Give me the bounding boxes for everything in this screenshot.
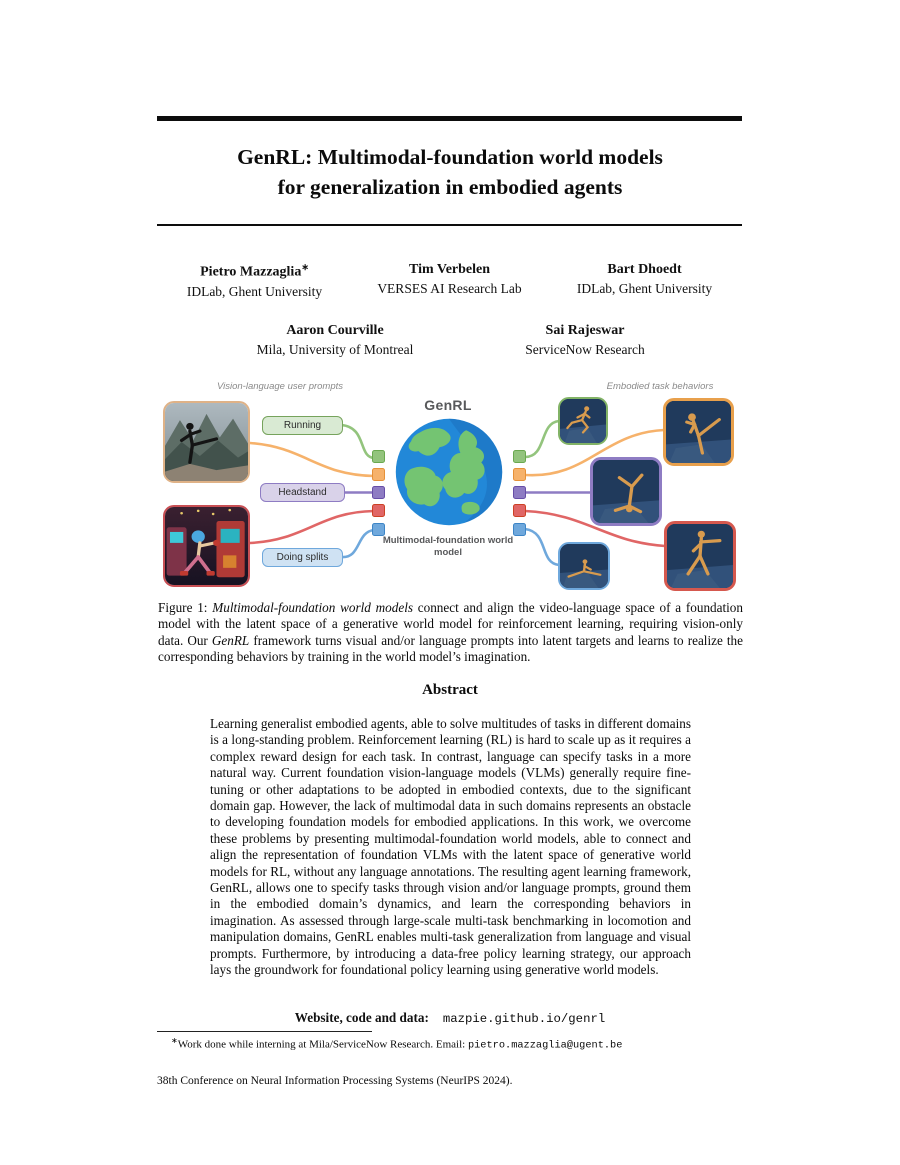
behavior-tile-punch xyxy=(664,521,736,591)
abstract-heading: Abstract xyxy=(422,682,478,698)
globe-icon xyxy=(392,415,506,529)
figure-center-title: GenRL xyxy=(424,397,472,413)
website-label: Website, code and data: xyxy=(294,1010,429,1025)
page-title xyxy=(150,142,750,202)
title-top-rule xyxy=(157,116,742,121)
connector-square-red-left xyxy=(372,504,385,517)
caption-prefix: Figure 1: xyxy=(158,600,213,615)
behavior-tile-kick xyxy=(663,398,734,466)
author-footnote-marker: ∗ xyxy=(301,262,309,272)
website-line xyxy=(150,1010,750,1026)
behaviors-group-label: Embodied task behaviors xyxy=(606,381,714,392)
prompt-label: Running xyxy=(283,420,322,431)
title-line-2: for generalization in embodied agents xyxy=(277,175,623,199)
karate-kick-scene xyxy=(165,403,248,481)
connector-square-green-left xyxy=(372,450,385,463)
connector-square-orange-left xyxy=(372,468,385,481)
visual-prompt-arcade-image xyxy=(163,505,250,587)
punching-figure-icon xyxy=(667,524,733,588)
connector-square-purple-left xyxy=(372,486,385,499)
running-figure-icon xyxy=(560,399,606,443)
prompt-label: Doing splits xyxy=(276,552,329,563)
author-name: Aaron Courville xyxy=(286,323,384,338)
headstand-figure-icon xyxy=(593,460,659,523)
website-url-link[interactable]: mazpie.github.io/genrl xyxy=(442,1012,606,1026)
title-line-1: GenRL: Multimodal-foundation world models xyxy=(237,145,663,169)
behavior-tile-doing-splits xyxy=(558,542,610,590)
connector-square-red-right xyxy=(513,504,526,517)
figure-1 xyxy=(155,383,745,595)
author-aaron-courville xyxy=(225,323,445,358)
title-bottom-rule xyxy=(157,224,742,226)
author-affiliation: IDLab, Ghent University xyxy=(576,281,713,296)
footnote-text: Work done while interning at Mila/ServiceNow Research. Email: xyxy=(177,1038,468,1051)
caption-text-2: framework turns visual and/or language prompts into latent targets and learns to realize the corresponding behaviors by training in the world model’s imagination. xyxy=(158,632,743,665)
figure-1-caption xyxy=(158,600,743,666)
visual-prompt-karate-image xyxy=(163,401,250,483)
author-bart-dhoedt xyxy=(547,262,742,300)
arcade-fighter-scene xyxy=(165,507,248,585)
kicking-figure-icon xyxy=(666,401,731,463)
author-affiliation: IDLab, Ghent University xyxy=(186,283,323,299)
footnote-marker: ∗ xyxy=(171,1036,178,1045)
author-affiliation: ServiceNow Research xyxy=(525,342,645,357)
language-prompt-running xyxy=(262,416,343,435)
author-affiliation: Mila, University of Montreal xyxy=(256,342,414,357)
connector-square-green-right xyxy=(513,450,526,463)
authors-row-1 xyxy=(157,262,742,300)
author-pietro-mazzaglia xyxy=(157,262,352,300)
footnote xyxy=(157,1036,747,1052)
connector-square-orange-right xyxy=(513,468,526,481)
author-name: Sai Rajeswar xyxy=(545,323,625,338)
author-name: Tim Verbelen xyxy=(408,262,491,277)
behavior-tile-headstand xyxy=(590,457,662,526)
behavior-tile-running xyxy=(558,397,608,445)
author-name: Bart Dhoedt xyxy=(607,262,682,277)
author-affiliation: VERSES AI Research Lab xyxy=(377,281,522,296)
footnote-rule xyxy=(157,1031,372,1032)
connector-square-purple-right xyxy=(513,486,526,499)
author-sai-rajeswar xyxy=(475,323,695,358)
language-prompt-doing-splits xyxy=(262,548,343,567)
footnote-email-link[interactable]: pietro.mazzaglia@ugent.be xyxy=(467,1039,623,1052)
caption-text-1: connect and align the video-language space of a foundation model with the latent space of a generative world model for reinforcement learning, requiring vision-only data. Our xyxy=(158,600,743,648)
caption-genrl-term: GenRL xyxy=(211,632,250,648)
author-tim-verbelen xyxy=(352,262,547,300)
conference-footer: 38th Conference on Neural Information Processing Systems (NeurIPS 2024). xyxy=(157,1075,513,1087)
author-name: Pietro Mazzaglia xyxy=(200,264,302,280)
figure-center-caption: Multimodal-foundation world model xyxy=(382,535,514,558)
caption-italic-term: Multimodal-foundation world models xyxy=(212,600,413,615)
splits-figure-icon xyxy=(560,544,608,588)
abstract-text: Learning generalist embodied agents, able to solve multitudes of tasks in different domains is a long-standing problem. Reinforcement learning (RL) is hard to scale up as it requires a complex reward design for each task. In contrast, language can specify tasks in a more natural way. Current foundation vision-language models (VLMs) generally require fine-tuning or other adaptations to be adopted in embodied contexts, due to the significant domain gap. However, the lack of multimodal data in such domains represents an obstacle to developing foundation models for embodied applications. In this work, we overcome these problems by presenting multimodal-foundation world models, able to connect and align the representation of foundation VLMs with the latent space of generative world models for RL, without any language annotations. The resulting agent learning framework, GenRL, allows one to specify tasks through vision and/or language prompts, ground them in the embodied domain’s dynamics, and learn the corresponding behaviors in imagination. As assessed through large-scale multi-task benchmarking in locomotion and manipulation domains, GenRL enables multi-task generalization from language and visual prompts. Furthermore, by introducing a data-free policy learning strategy, our approach lays the groundwork for foundational policy learning using generative world models. xyxy=(210,716,691,978)
language-prompt-headstand xyxy=(260,483,345,502)
prompts-group-label: Vision-language user prompts xyxy=(216,381,344,392)
prompt-label: Headstand xyxy=(278,487,327,498)
